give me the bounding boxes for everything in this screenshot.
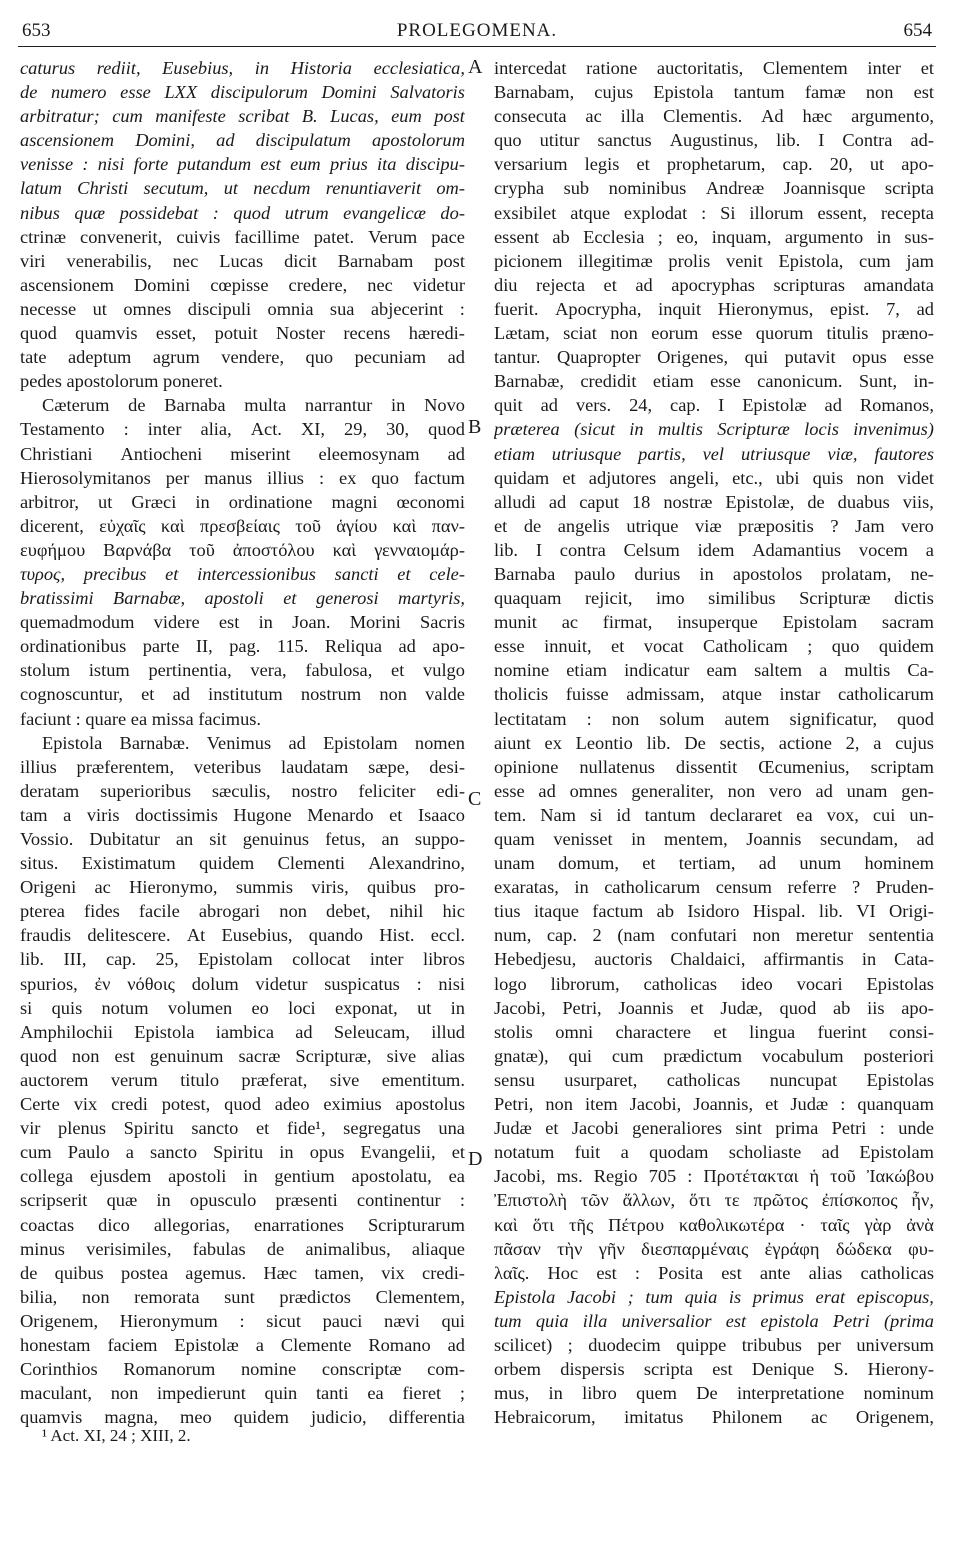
right-column-text-line: orbem dispersis scripta est Denique S. Hierony- (494, 1359, 934, 1380)
left-column-text-line: Certe vix credi potest, quod adeo eximius apostolus (20, 1094, 465, 1115)
left-column-text-line: coactas dico allegorias, enarrationes Scripturarum (20, 1214, 465, 1235)
left-column-text-line: quod quamvis esset, potuit Noster recens hæredi- (20, 323, 465, 344)
right-column-text-line: lectitatam : non solum autem significatur, quod (494, 708, 934, 729)
right-column-text-line: exaratas, in catholicarum censum referre ? Pruden- (494, 877, 934, 898)
right-column-text-line: καὶ ὅτι τῆς Πέτρου καθολικωτέρα · ταῖς γὰρ ἀνὰ (494, 1214, 934, 1235)
left-column-text-line: pterea fides facile abrogari non debet, nihil hic (20, 901, 465, 922)
left-column-text-line: scripserit quæ in opusculo præsenti continentur : (20, 1190, 465, 1211)
right-column-text-line: alludi ad caput 18 nostræ Epistolæ, de duabus viis, (494, 491, 934, 512)
right-column-text-line: Judæ et Jacobi generaliores sint prima Petri : unde (494, 1118, 934, 1139)
left-column-text-line: cognoscuntur, et ad institutum nostrum non valde (20, 684, 465, 705)
left-column-text-line: quemadmodum videre est in Joan. Morini Sacris (20, 612, 465, 633)
left-column-text-line: si quis notum volumen eo loci exponat, ut in (20, 997, 465, 1018)
left-column-text-line: quamvis magna, meo quidem judicio, differentia (20, 1407, 465, 1428)
left-column-text-line: Origeni ac Hieronymo, summis viris, quibus pro- (20, 877, 465, 898)
left-column-text-line: latum Christi secutum, ut necdum renuntiaverit om- (20, 178, 465, 199)
left-column-text-line: Epistola Barnabæ. Venimus ad Epistolam nomen (42, 732, 465, 753)
left-column-text-line: maculant, non impedierunt quin tanti ea fieret ; (20, 1383, 465, 1404)
left-column-text-line: honestam faciem Epistolæ a Clemente Romano ad (20, 1334, 465, 1355)
left-column-text-line: ευφήμου Βαρνάβα τοῦ ἀποστόλου καὶ γενναιομάρ- (20, 539, 465, 560)
right-column-text-line: etiam utriusque partis, vel utriusque viæ, fautores (494, 443, 934, 464)
left-column-text-line: Testamento : inter alia, Act. XI, 29, 30, quod (20, 419, 465, 440)
right-column-text-line: diu rejecta et ad apocryphas scripturas amandata (494, 274, 934, 295)
right-column-text-line: scilicet) ; duodecim quippe tribubus per universum (494, 1334, 934, 1355)
left-column-text-line: illius præferentem, veteribus laudatam sæpe, desi- (20, 756, 465, 777)
right-column-text-line: Ἐπιστολὴ τῶν ἄλλων, ὅτι τε πρῶτος ἐπίσκοπος ἦν, (494, 1190, 934, 1211)
left-column-text-line: lib. III, cap. 25, Epistolam collocat inter libros (20, 949, 465, 970)
right-column-text-line: quit ad vers. 24, cap. I Epistolæ ad Romanos, (494, 395, 934, 416)
right-column-text-line: fuerit. Apocrypha, inquit Hieronymus, epist. 7, ad (494, 298, 934, 319)
left-column-text-line: ascensionem Domini, ad discipulatum apostolorum (20, 130, 465, 151)
left-column-text-line: stolum istum pertinentia, vera, fabulosa, et vulgo (20, 660, 465, 681)
left-column-text-line: fraudis delitescere. At Eusebius, quando Hist. eccl. (20, 925, 465, 946)
right-column-text-line: Barnaba paulo durius in apostolos prolatam, ne- (494, 563, 934, 584)
right-column-text-line: sensu usurparet, catholicas nuncupat Epistolas (494, 1069, 934, 1090)
right-column (494, 56, 934, 1428)
left-column-text-line: viri venerabilis, nec Lucas dicit Barnabam post (20, 250, 465, 271)
right-column-text-line: esse innuit, et vocat Catholicam ; quo quidem (494, 636, 934, 657)
margin-letter-a: A (468, 56, 483, 78)
right-column-text-line: consecuta ac illa Clementis. Ad hæc argumento, (494, 106, 934, 127)
left-column-text-line: minus verisimiles, fabulas de animalibus, aliaque (20, 1238, 465, 1259)
right-column-text-line: essent ab Ecclesia ; eo, inquam, argumento in sus- (494, 226, 934, 247)
right-column-text-line: nomine etiam indicatur eam saltem a multis Ca- (494, 660, 934, 681)
right-column-text-line: stolis omni charactere et lingua fuerint consi- (494, 1021, 934, 1042)
left-column-text-line: necesse ut omnes discipuli omnia sua abjecerint : (20, 298, 465, 319)
left-column-text-line: arbitratur; cum manifeste scribat B. Lucas, eum post (20, 106, 465, 127)
right-column-text-line: et de angelis utrique viæ præpositis ? Jam vero (494, 515, 934, 536)
left-column-text-line: Christiani Antiocheni miserint eleemosynam ad (20, 443, 465, 464)
left-column-text-line: ordinationibus parte II, pag. 115. Reliqua ad apo- (20, 636, 465, 657)
right-column-text-line: lib. I contra Celsum idem Adamantius vocem a (494, 539, 934, 560)
right-column-text-line: Barnabam, cujus Epistola tantum famæ non est (494, 82, 934, 103)
right-column-text-line: logo librorum, catholicas ideo vocari Epistolas (494, 973, 934, 994)
right-column-text-line: tholicis fuisse admissam, atque instar catholicarum (494, 684, 934, 705)
right-column-text-line: tem. Nam si id tantum declararet ea vox, cui un- (494, 804, 934, 825)
left-column-text-line: collega ejusdem apostoli in gentium apostolatu, ea (20, 1166, 465, 1187)
right-column-text-line: Hebraicorum, imitatus Philonem ac Origenem, (494, 1407, 934, 1428)
left-column-text-line: nibus quæ possidebat : quod utrum evangelicæ do- (20, 202, 465, 223)
right-column-text-line: mus, in libro quem De interpretatione nominum (494, 1383, 934, 1404)
right-column-text-line: præterea (sicut in multis Scripturæ locis invenimus) (494, 419, 934, 440)
right-column-text-line: Jacobi, Petri, Joannis et Judæ, quod ab iis apo- (494, 997, 934, 1018)
right-column-text-line: λαῖς. Hoc est : Posita est ante alias catholicas (494, 1262, 934, 1283)
right-column-text-line: unam domum, et tertiam, ad unum hominem (494, 853, 934, 874)
right-column-text-line: tantur. Quapropter Origenes, qui putavit opus esse (494, 347, 934, 368)
left-column-text-line: dicerent, εὐχαῖς καὶ πρεσβείαις τοῦ ἁγίου καὶ παν- (20, 515, 465, 536)
right-column-text-line: munit ac firmat, insuperque Epistolam sacram (494, 612, 934, 633)
right-column-text-line: num, cap. 2 (nam confutari non meretur sententia (494, 925, 934, 946)
left-column-text-line: τυρος, precibus et intercessionibus sancti et cele- (20, 563, 465, 584)
right-column-text-line: Petri, non item Jacobi, Joannis, et Judæ : quanquam (494, 1094, 934, 1115)
footnote: ¹ Act. XI, 24 ; XIII, 2. (42, 1426, 191, 1445)
left-column-text-line: arbitror, ut Græci in ordinatione magni œconomi (20, 491, 465, 512)
right-column-text-line: esse ad omnes generaliter, non vero ad unam gen- (494, 780, 934, 801)
right-column-text-line: opinione nullatenus dissentit Œcumenius, scriptam (494, 756, 934, 777)
left-column-text-line: de numero esse LXX discipulorum Domini Salvatoris (20, 82, 465, 103)
running-header (18, 16, 936, 47)
right-column-text-line: intercedat ratione auctoritatis, Clementem inter et (494, 58, 934, 78)
margin-letter-d: D (468, 1148, 483, 1170)
margin-letter-c: C (468, 788, 482, 810)
left-column-text-line: Corinthios Romanorum nomine conscriptæ com- (20, 1359, 465, 1380)
right-column-text-line: picionem illegitimæ prolis venit Epistola, cum jam (494, 250, 934, 271)
left-column-text-line: de quibus postea agemus. Hæc tamen, vix credi- (20, 1262, 465, 1283)
left-column-text-line: Hierosolymitanos per manus illius : ex quo factum (20, 467, 465, 488)
left-column-text-line: deratam superioribus sæculis, nostro feliciter edi- (20, 780, 465, 801)
right-column-text-line: πᾶσαν τὴν γῆν διεσπαρμέναις ἐγράφη δώδεκα φυ- (494, 1238, 934, 1259)
page-number-right: 654 (903, 20, 932, 41)
left-column-text-line: situs. Existimatum quidem Clementi Alexandrino, (20, 853, 465, 874)
right-column-text-line: quo utitur sanctus Augustinus, lib. I Contra ad- (494, 130, 934, 151)
right-column-text-line: tum quia illa universalior est epistola Petri (prima (494, 1310, 934, 1331)
left-column-text-line: venisse : nisi forte putandum est eum prius ita discipu- (20, 154, 465, 175)
page-number-left: 653 (22, 20, 51, 41)
left-column-text-line: Origenem, Hieronymum : sicut pauci nævi qui (20, 1310, 465, 1331)
right-column-text-line: exsibilet atque explodat : Si illorum essent, recepta (494, 202, 934, 223)
left-column-text-line: ascensionem Domini cœpisse credere, nec videtur (20, 274, 465, 295)
left-column-text-line: Cæterum de Barnaba multa narrantur in Novo (42, 395, 465, 416)
left-column-text-line: bilia, non remorata sunt prædictos Clementem, (20, 1286, 465, 1307)
right-column-text-line: Hebedjesu, auctoris Chaldaici, affirmantis in Cata- (494, 949, 934, 970)
left-column-text-line: vir plenus Spiritu sancto et fide¹, segregatus una (20, 1118, 465, 1139)
right-column-text-line: quam venisset in mentem, Joannis secundam, ad (494, 829, 934, 849)
right-column-text-line: versarium legis et prophetarum, cap. 20, ut apo- (494, 154, 934, 175)
left-column-text-line: ctrinæ convenerit, cuivis facillime patet. Verum pace (20, 226, 465, 247)
left-column-text-line: Amphilochii Epistola iambica ad Seleucam, illud (20, 1021, 465, 1042)
left-column-text-line: spurios, ἐν νόθοις dolum videtur suspicatus : nisi (20, 973, 465, 994)
left-column-text-line: pedes apostolorum poneret. (20, 371, 223, 392)
left-column-text-line: cum Paulo a sancto Spiritu in opus Evangelii, et (20, 1142, 465, 1163)
right-column-text-line: Epistola Jacobi ; tum quia is primus erat episcopus, (494, 1286, 934, 1307)
right-column-text-line: tius itaque factum ab Isidoro Hispal. lib. VI Origi- (494, 901, 934, 922)
right-column-text-line: crypha sub nominibus Andreæ Joannisque scripta (494, 178, 934, 199)
right-column-text-line: quidam et adjutores angeli, etc., ubi quis non videt (494, 467, 934, 488)
left-column (20, 56, 465, 1428)
right-column-text-line: Barnabæ, credidit etiam esse canonicum. Sunt, in- (494, 371, 934, 392)
right-column-text-line: notatum fuit a quodam scholiaste ad Epistolam (494, 1142, 934, 1163)
right-column-text-line: Lætam, sciat non eorum esse quorum titulis præno- (494, 323, 934, 344)
right-column-text-line: aiunt ex Leontio lib. De sectis, actione 2, a cujus (494, 732, 934, 753)
left-column-text-line: faciunt : quare ea missa facimus. (20, 708, 262, 729)
right-column-text-line: quaquam rejicit, imo similibus Scripturæ dictis (494, 588, 934, 609)
left-column-text-line: Vossio. Dubitatur an sit genuinus fetus, an suppo- (20, 829, 465, 849)
right-column-text-line: Jacobi, ms. Regio 705 : Προτέτακται ἡ τοῦ Ἰακώβου (494, 1166, 934, 1187)
left-column-text-line: auctorem verum titulo præferat, sive ementitum. (20, 1069, 465, 1090)
left-column-text-line: tate adeptum agrum vendere, quo pecuniam ad (20, 347, 465, 368)
left-column-text-line: tam a viris doctissimis Hugone Menardo et Isaaco (20, 804, 465, 825)
page-title: PROLEGOMENA. (396, 20, 558, 41)
left-column-text-line: quod non est genuinum sacræ Scripturæ, sive alias (20, 1045, 465, 1066)
margin-letter-b: B (468, 416, 482, 438)
left-column-text-line: caturus rediit, Eusebius, in Historia ecclesiatica, (20, 58, 465, 78)
right-column-text-line: gnatæ), qui cum prædictum vocabulum posteriori (494, 1045, 934, 1066)
left-column-text-line: bratissimi Barnabæ, apostoli et generosi martyris, (20, 588, 465, 609)
